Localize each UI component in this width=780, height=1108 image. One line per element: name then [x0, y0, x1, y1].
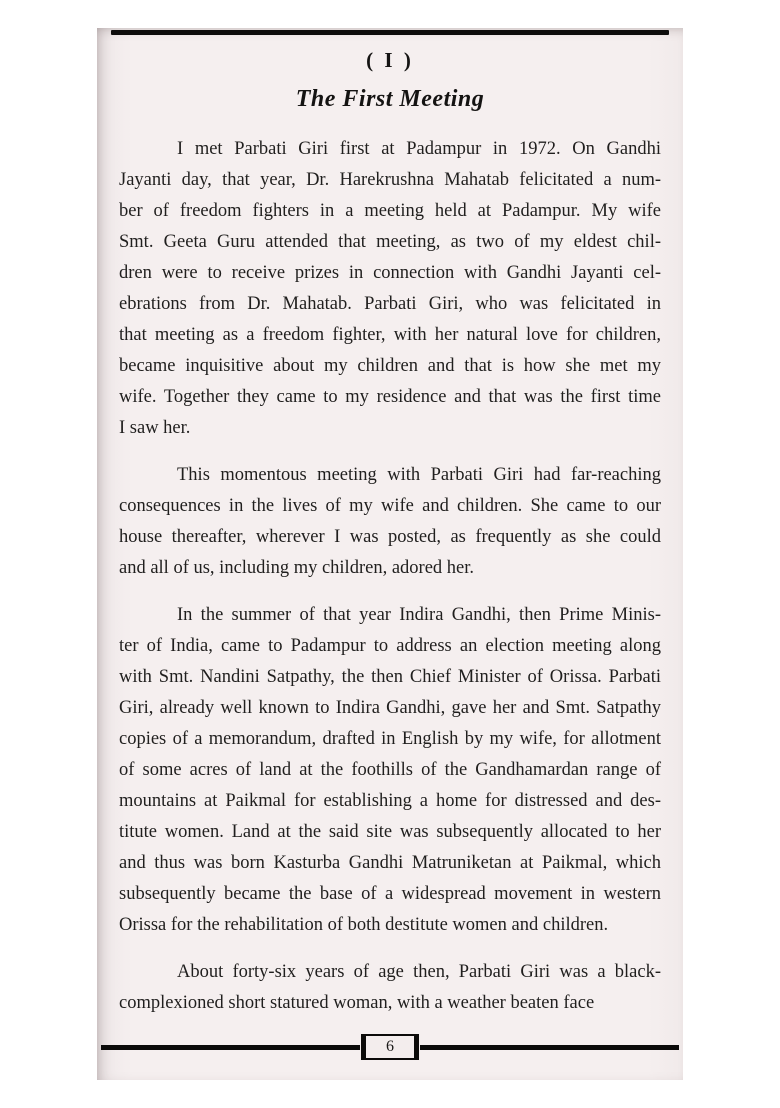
page-number-box	[361, 1034, 419, 1060]
text-line: Smt. Geeta Guru attended that meeting, as two of my eldest chil-	[119, 232, 661, 252]
paragraph	[119, 600, 661, 941]
text-line: and all of us, including my children, adored her.	[119, 558, 475, 578]
text-line: titute women. Land at the said site was subsequently allocated to her	[119, 822, 661, 842]
text-line: of some acres of land at the foothills of the Gandhamardan range of	[119, 760, 661, 780]
text-line: dren were to receive prizes in connection with Gandhi Jayanti cel-	[119, 263, 661, 283]
text-line: mountains at Paikmal for establishing a home for distressed and des-	[119, 791, 661, 811]
text-line: ebrations from Dr. Mahatab. Parbati Giri, who was felicitated in	[119, 294, 661, 314]
text-line: copies of a memorandum, drafted in English by my wife, for allotment	[119, 729, 661, 749]
page-number: 6	[386, 1038, 394, 1055]
text-line: consequences in the lives of my wife and children. She came to our	[119, 496, 661, 516]
text-line: This momentous meeting with Parbati Giri had far-reaching	[177, 465, 661, 485]
page-footer	[101, 1034, 679, 1060]
footer-rule-left	[101, 1045, 360, 1050]
text-line: house thereafter, wherever I was posted, as frequently as she could	[119, 527, 661, 547]
text-line: wife. Together they came to my residence and that was the first time	[119, 387, 661, 407]
text-line: ber of freedom fighters in a meeting held at Padampur. My wife	[119, 201, 661, 221]
text-line: that meeting as a freedom fighter, with her natural love for children,	[119, 325, 661, 345]
text-line: ter of India, came to Padampur to address an election meeting along	[119, 636, 661, 656]
text-line: In the summer of that year Indira Gandhi, then Prime Minis-	[177, 605, 661, 625]
text-line: I met Parbati Giri first at Padampur in 1972. On Gandhi	[177, 139, 661, 159]
text-line: Giri, already well known to Indira Gandhi, gave her and Smt. Satpathy	[119, 698, 661, 718]
text-line: I saw her.	[119, 418, 191, 438]
text-line: became inquisitive about my children and that is how she met my	[119, 356, 661, 376]
text-line: with Smt. Nandini Satpathy, the then Chief Minister of Orissa. Parbati	[119, 667, 661, 687]
text-line: complexioned short statured woman, with a weather beaten face	[119, 993, 595, 1013]
paragraph	[119, 460, 661, 584]
text-line: About forty-six years of age then, Parbati Giri was a black-	[177, 962, 661, 982]
book-page	[97, 28, 683, 1080]
paragraphs	[97, 134, 683, 1019]
text-line: subsequently became the base of a widespread movement in western	[119, 884, 661, 904]
text-line: Jayanti day, that year, Dr. Harekrushna Mahatab felicitated a num-	[119, 170, 661, 190]
section-marker: ( I )	[366, 48, 414, 72]
paragraph	[119, 134, 661, 444]
text-line: and thus was born Kasturba Gandhi Matruniketan at Paikmal, which	[119, 853, 661, 873]
footer-rule-right	[420, 1045, 679, 1050]
top-edge-rule	[111, 30, 669, 35]
page-title: The First Meeting	[295, 86, 485, 112]
text-line: Orissa for the rehabilitation of both destitute women and children.	[119, 915, 609, 935]
paragraph	[119, 957, 661, 1019]
